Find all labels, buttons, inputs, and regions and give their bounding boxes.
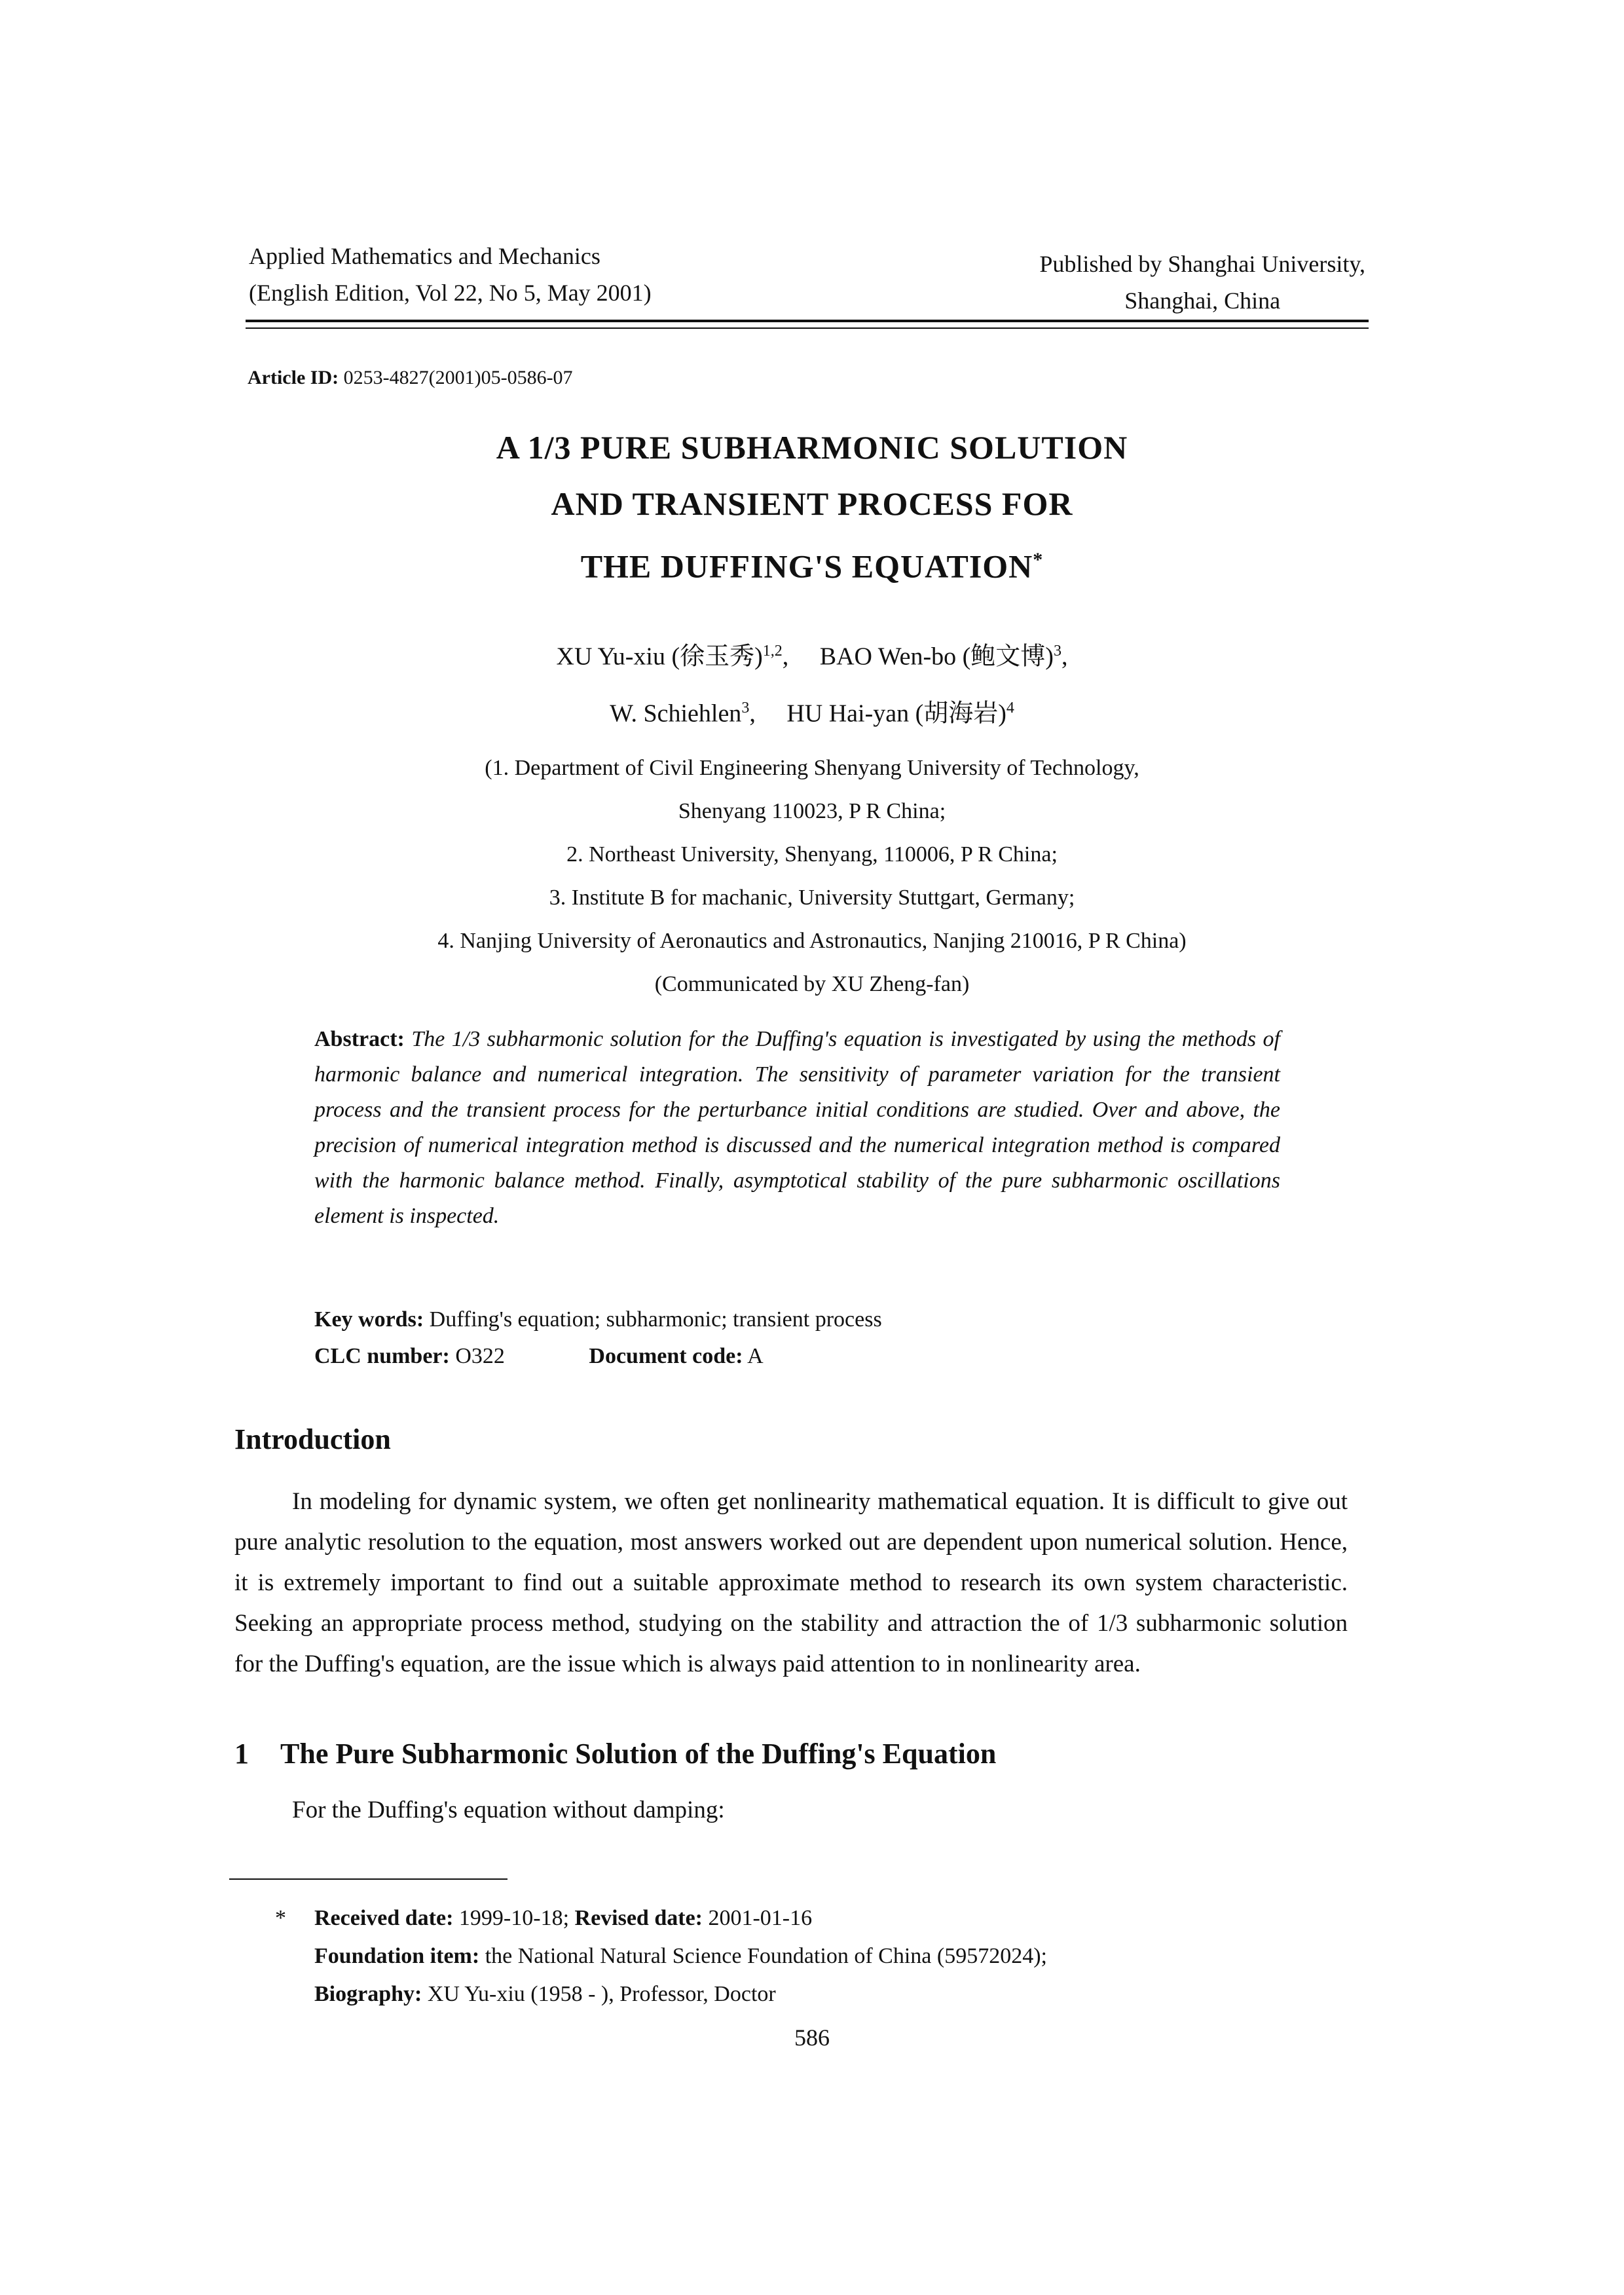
clc-line [314, 1338, 882, 1375]
footnote-star: * [275, 1906, 286, 1930]
introduction-heading: Introduction [234, 1423, 391, 1455]
revised-label: Revised date: [574, 1906, 703, 1930]
author-line-1: XU Yu-xiu (徐玉秀)$^{1,2}$, BAO Wen-bo (鲍文博)$^3$, [556, 643, 1068, 671]
keywords-label: Key words: [314, 1307, 424, 1332]
affiliation-4: 4. Nanjing University of Aeronautics and Astronautics, Nanjing 210016, P R China) [437, 929, 1187, 953]
affiliation-1-line-1: (1. Department of Civil Engineering Shenyang University of Technology, [485, 756, 1139, 780]
publisher-location: Shanghai, China [1124, 288, 1281, 314]
footnote-rule [229, 1878, 507, 1880]
abstract [314, 1022, 1280, 1234]
page-number: 586 [794, 2024, 830, 2051]
title-line-1: A 1/3 PURE SUBHARMONIC SOLUTION [496, 429, 1128, 466]
received-value: 1999-10-18; [458, 1906, 570, 1930]
header-rule-thick [246, 320, 1369, 322]
clc-label: CLC number: [314, 1344, 450, 1368]
journal-name: Applied Mathematics and Mechanics [249, 243, 600, 269]
article-id [248, 367, 573, 389]
title-line-3-text: THE DUFFING'S EQUATION [580, 548, 1033, 585]
section-1-heading [234, 1737, 996, 1770]
title-line-2: AND TRANSIENT PROCESS FOR [551, 485, 1073, 522]
foundation-label: Foundation item: [314, 1944, 480, 1968]
affiliations [0, 747, 1624, 1006]
author-line-2: W. Schiehlen$^3$, HU Hai-yan (胡海岩)$^4$ [610, 699, 1014, 728]
header-rule-thin [246, 327, 1369, 329]
author-hu-haiyan: HU Hai-yan (胡海岩) [786, 700, 1006, 728]
author-schiehlen-sup: 3 [741, 699, 750, 717]
introduction-paragraph: In modeling for dynamic system, we often get nonlinearity mathematical equation. It is difficult to give out pure analytic resolution to the equation, most answers worked out are dependent upon numerical solution. Hence, it is extremely important to find out a suitable approximate method to research its own system characteristic. Seeking an appropriate process method, studying on the stability and attraction the of 1/3 subharmonic solution for the Duffing's equation, are the issue which is always paid attention to in nonlinearity area. [234, 1488, 1348, 1677]
author-xu-yuxiu: XU Yu-xiu (徐玉秀) [556, 643, 763, 671]
keywords-value: Duffing's equation; subharmonic; transient process [429, 1307, 882, 1332]
title-footnote-mark: * [1033, 549, 1044, 570]
author-schiehlen: W. Schiehlen [610, 700, 742, 728]
foundation-value: the National Natural Science Foundation of China (59572024); [485, 1944, 1047, 1968]
biography-label: Biography: [314, 1982, 422, 2006]
abstract-label: Abstract: [314, 1027, 405, 1051]
paper-title [0, 419, 1624, 595]
publisher-line: Published by Shanghai University, [1039, 251, 1365, 277]
abstract-text: The 1/3 subharmonic solution for the Duffing's equation is investigated by using the methods of harmonic balance and numerical integration. The sensitivity of parameter variation for the transient process and the transient process for the perturbance initial conditions are studied. Over and above, the precision of numerical integration method is discussed and the numerical integration method is compared with the harmonic balance method. Finally, asymptotical stability of the pure subharmonic oscillations element is inspected. [314, 1027, 1280, 1228]
affiliation-3: 3. Institute B for machanic, University Stuttgart, Germany; [549, 886, 1075, 910]
document-code-value: A [747, 1344, 764, 1368]
document-code-label: Document code: [589, 1344, 743, 1368]
clc-value: O322 [455, 1344, 505, 1368]
affiliation-2: 2. Northeast University, Shenyang, 110006, P R China; [566, 842, 1058, 867]
keywords-block [314, 1301, 882, 1375]
footnotes [275, 1899, 1047, 2013]
publisher-header [1039, 246, 1365, 319]
journal-edition: (English Edition, Vol 22, No 5, May 2001) [249, 280, 652, 306]
affiliation-1-line-2: Shenyang 110023, P R China; [678, 799, 946, 823]
section-1-number: 1 [234, 1738, 249, 1770]
revised-value: 2001-01-16 [708, 1906, 813, 1930]
author-bao-wenbo: BAO Wen-bo (鲍文博) [819, 643, 1054, 671]
biography-value: XU Yu-xiu (1958 - ), Professor, Doctor [427, 1982, 776, 2006]
received-label: Received date: [314, 1906, 454, 1930]
author-hu-haiyan-sup: 4 [1006, 699, 1014, 717]
keywords-line [314, 1301, 882, 1338]
section-1-title: The Pure Subharmonic Solution of the Duffing's Equation [280, 1738, 997, 1770]
journal-header [249, 238, 652, 311]
footnote-dates [275, 1899, 1047, 1937]
author-xu-yuxiu-sup: 1,2 [762, 643, 783, 660]
author-list [0, 625, 1624, 739]
title-line-3 [0, 532, 1624, 595]
author-bao-wenbo-sup: 3 [1053, 643, 1061, 660]
article-id-value: 0253-4827(2001)05-0586-07 [343, 367, 573, 388]
section-1-paragraph: For the Duffing's equation without damping: [292, 1797, 725, 1823]
footnote-foundation [275, 1937, 1047, 1975]
article-id-label: Article ID: [248, 367, 339, 388]
footnote-biography [275, 1975, 1047, 2013]
communicated-by: (Communicated by XU Zheng-fan) [654, 972, 970, 996]
